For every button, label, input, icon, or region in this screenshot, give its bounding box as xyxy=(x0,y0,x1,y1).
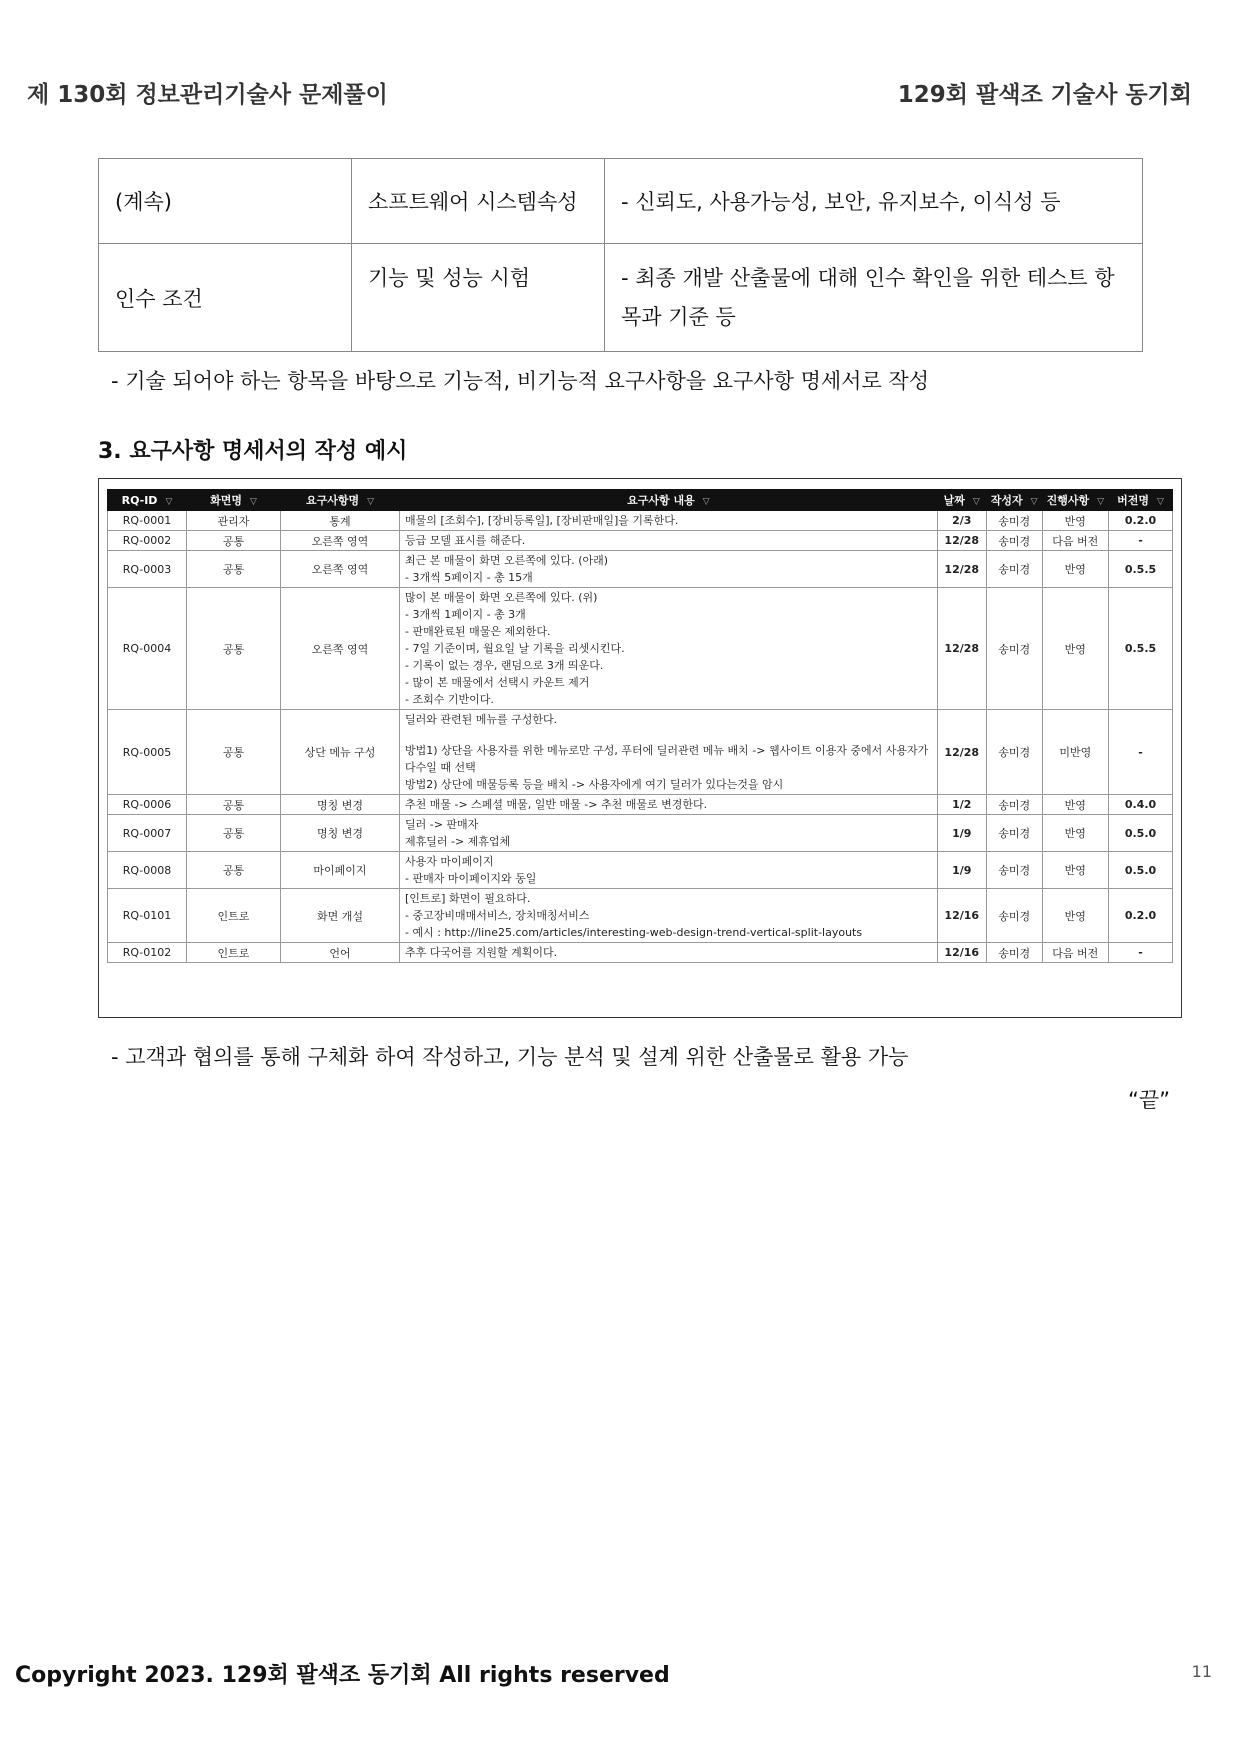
table-cell-id: RQ-0003 xyxy=(108,551,187,588)
table-cell-name: 마이페이지 xyxy=(281,852,400,889)
content-line: - 예시 : http://line25.com/articles/interesting-web-design-trend-vertical-split-layouts xyxy=(405,926,863,939)
content-line: - 7일 기준이며, 월요일 날 기록을 리셋시킨다. xyxy=(405,642,625,655)
filter-icon: ▽ xyxy=(1030,497,1038,507)
table-cell-id: RQ-0001 xyxy=(108,511,187,531)
table-cell-content xyxy=(400,551,938,588)
table-cell-status: 반영 xyxy=(1042,852,1108,889)
content-line: [인트로] 화면이 필요하다. xyxy=(405,892,531,905)
table-cell-version: 0.5.5 xyxy=(1109,551,1173,588)
table-cell-content xyxy=(400,815,938,852)
content-line: 제휴딜러 -> 제휴업체 xyxy=(405,835,511,848)
table-cell-version: 0.2.0 xyxy=(1109,511,1173,531)
table-row xyxy=(108,889,1173,943)
table-cell-version: 0.5.5 xyxy=(1109,588,1173,710)
table-cell-status: 반영 xyxy=(1042,889,1108,943)
table-cell-id: RQ-0101 xyxy=(108,889,187,943)
column-header xyxy=(1109,490,1173,511)
filter-icon: ▽ xyxy=(367,497,375,507)
filter-icon: ▽ xyxy=(702,497,710,507)
content-line: - 기록이 없는 경우, 랜덤으로 3개 띄운다. xyxy=(405,659,604,672)
column-header xyxy=(281,490,400,511)
table-cell-author: 송미경 xyxy=(986,852,1042,889)
table-cell-name: 화면 개설 xyxy=(281,889,400,943)
content-line: 많이 본 매물이 화면 오른쪽에 있다. (위) xyxy=(405,591,598,604)
table-cell-screen: 관리자 xyxy=(187,511,281,531)
table-cell-status: 다음 버전 xyxy=(1042,943,1108,963)
table-cell-screen: 인트로 xyxy=(187,889,281,943)
filter-icon: ▽ xyxy=(249,497,257,507)
table-cell-screen: 공통 xyxy=(187,588,281,710)
table-cell-id: RQ-0005 xyxy=(108,710,187,795)
column-header-label: 화면명 xyxy=(210,494,242,507)
table-cell-status: 반영 xyxy=(1042,815,1108,852)
requirements-table xyxy=(107,489,1173,963)
content-line: 방법1) 상단을 사용자를 위한 메뉴로만 구성, 푸터에 딜러관련 메뉴 배치 -> 웹사이트 이용자 중에서 사용자가 xyxy=(405,744,929,757)
table-row xyxy=(108,531,1173,551)
column-header-label: 버전명 xyxy=(1117,494,1149,507)
table-cell-status: 반영 xyxy=(1042,551,1108,588)
table-cell-id: RQ-0006 xyxy=(108,795,187,815)
content-line: 추후 다국어를 지원할 계획이다. xyxy=(405,946,558,959)
filter-icon: ▽ xyxy=(165,496,173,507)
column-header-label: 요구사항 내용 xyxy=(627,494,695,507)
content-line: - 중고장비매매서비스, 장치매칭서비스 xyxy=(405,909,590,922)
column-header-label: 날짜 xyxy=(943,494,965,507)
table-cell-screen: 공통 xyxy=(187,551,281,588)
column-header xyxy=(108,490,187,511)
table-cell-status: 반영 xyxy=(1042,511,1108,531)
note-text: - 고객과 협의를 통해 구체화 하여 작성하고, 기능 분석 및 설계 위한 산출물로 활용 가능 xyxy=(111,1045,909,1069)
table-cell-content xyxy=(400,852,938,889)
column-header xyxy=(986,490,1042,511)
table-cell-content xyxy=(400,511,938,531)
content-line: 딜러 -> 판매자 xyxy=(405,818,479,831)
requirements-spec-image xyxy=(98,478,1182,1018)
table-cell-author: 송미경 xyxy=(986,943,1042,963)
table-cell-author: 송미경 xyxy=(986,795,1042,815)
table-cell-name: 오른쪽 영역 xyxy=(281,531,400,551)
content-line: - 판매자 마이페이지와 동일 xyxy=(405,872,537,885)
content-line: 사용자 마이페이지 xyxy=(405,855,494,868)
table-cell-name: 통계 xyxy=(281,511,400,531)
table-cell-content xyxy=(400,531,938,551)
table-cell-id: RQ-0008 xyxy=(108,852,187,889)
table-cell-author: 송미경 xyxy=(986,551,1042,588)
table-cell: 소프트웨어 시스템속성 xyxy=(352,159,605,244)
table-cell-date: 1/2 xyxy=(937,795,986,815)
content-line: 매물의 [조회수], [장비등록일], [장비판매일]을 기록한다. xyxy=(405,514,679,527)
table-cell-author: 송미경 xyxy=(986,815,1042,852)
table-cell-name: 오른쪽 영역 xyxy=(281,551,400,588)
table-cell-content xyxy=(400,889,938,943)
content-line: - 많이 본 매물에서 선택시 카운트 제거 xyxy=(405,676,590,689)
table-cell-author: 송미경 xyxy=(986,531,1042,551)
table-row xyxy=(108,852,1173,889)
table-cell-id: RQ-0004 xyxy=(108,588,187,710)
table-cell-content xyxy=(400,588,938,710)
section-title: 3. 요구사항 명세서의 작성 예시 xyxy=(98,439,408,464)
content-line: - 조회수 기반이다. xyxy=(405,693,494,706)
column-header xyxy=(400,490,938,511)
table-cell: - 최종 개발 산출물에 대해 인수 확인을 위한 테스트 항목과 기준 등 xyxy=(605,244,1143,352)
header-title-left: 제 130회 정보관리기술사 문제풀이 xyxy=(27,82,388,108)
table-cell-version: - xyxy=(1109,943,1173,963)
table-cell-status: 반영 xyxy=(1042,795,1108,815)
table-row xyxy=(108,511,1173,531)
content-line: 등급 모델 표시를 해준다. xyxy=(405,534,526,547)
content-line: 최근 본 매물이 화면 오른쪽에 있다. (아래) xyxy=(405,554,609,567)
content-line xyxy=(405,728,932,742)
table-cell-date: 2/3 xyxy=(937,511,986,531)
table-cell-version: - xyxy=(1109,531,1173,551)
table-cell-id: RQ-0002 xyxy=(108,531,187,551)
table-cell-author: 송미경 xyxy=(986,710,1042,795)
table-cell-status: 미반영 xyxy=(1042,710,1108,795)
table-cell: 인수 조건 xyxy=(99,244,352,352)
table-row xyxy=(99,244,1143,352)
table-cell-name: 명칭 변경 xyxy=(281,815,400,852)
column-header xyxy=(187,490,281,511)
table-cell-screen: 공통 xyxy=(187,795,281,815)
table-cell-content xyxy=(400,943,938,963)
content-line: 딜러와 관련된 메뉴를 구성한다. xyxy=(405,713,558,726)
table-cell-author: 송미경 xyxy=(986,889,1042,943)
header-title-right: 129회 팔색조 기술사 동기회 xyxy=(897,82,1192,108)
table-cell-id: RQ-0007 xyxy=(108,815,187,852)
content-line: - 판매완료된 매물은 제외한다. xyxy=(405,625,551,638)
footer-copyright: Copyright 2023. 129회 팔색조 동기회 All rights reserved xyxy=(15,1663,670,1688)
table-cell: (계속) xyxy=(99,159,352,244)
content-line: 다수일 때 선택 xyxy=(405,761,476,774)
filter-icon: ▽ xyxy=(1156,497,1164,507)
acceptance-table xyxy=(98,158,1143,352)
table-cell-version: 0.4.0 xyxy=(1109,795,1173,815)
column-header-label: 요구사항명 xyxy=(305,494,360,507)
table-cell-date: 12/16 xyxy=(937,889,986,943)
table-cell-screen: 공통 xyxy=(187,815,281,852)
table-cell-date: 12/16 xyxy=(937,943,986,963)
table-cell-version: 0.2.0 xyxy=(1109,889,1173,943)
table-cell-screen: 공통 xyxy=(187,852,281,889)
column-header-label: RQ-ID xyxy=(121,493,158,507)
filter-icon: ▽ xyxy=(972,497,980,507)
table-cell-status: 반영 xyxy=(1042,588,1108,710)
end-mark: “끝” xyxy=(1128,1088,1171,1112)
column-header xyxy=(937,490,986,511)
note-text: - 기술 되어야 하는 항목을 바탕으로 기능적, 비기능적 요구사항을 요구사항 명세서로 작성 xyxy=(111,369,929,393)
table-cell: - 신뢰도, 사용가능성, 보안, 유지보수, 이식성 등 xyxy=(605,159,1143,244)
table-row xyxy=(99,159,1143,244)
table-cell-date: 12/28 xyxy=(937,531,986,551)
table-cell-name: 오른쪽 영역 xyxy=(281,588,400,710)
table-cell-date: 12/28 xyxy=(937,551,986,588)
table-cell-version: - xyxy=(1109,710,1173,795)
table-cell-screen: 인트로 xyxy=(187,943,281,963)
table-cell-content xyxy=(400,710,938,795)
table-cell-author: 송미경 xyxy=(986,511,1042,531)
content-line: - 3개씩 5페이지 - 총 15개 xyxy=(405,571,533,584)
table-cell-screen: 공통 xyxy=(187,710,281,795)
column-header-label: 작성자 xyxy=(990,494,1023,507)
content-line: 추천 매물 -> 스페셜 매물, 일반 매물 -> 추천 매물로 변경한다. xyxy=(405,798,708,811)
table-row xyxy=(108,710,1173,795)
column-header-label: 진행사항 xyxy=(1046,494,1090,507)
table-cell-date: 1/9 xyxy=(937,815,986,852)
table-cell-name: 명칭 변경 xyxy=(281,795,400,815)
table-cell-status: 다음 버전 xyxy=(1042,531,1108,551)
table-cell-content xyxy=(400,795,938,815)
table-cell-author: 송미경 xyxy=(986,588,1042,710)
table-row xyxy=(108,795,1173,815)
content-line: - 3개씩 1페이지 - 총 3개 xyxy=(405,608,526,621)
page-number: 11 xyxy=(1191,1662,1212,1681)
table-cell: 기능 및 성능 시험 xyxy=(352,244,605,352)
table-row xyxy=(108,551,1173,588)
table-cell-version: 0.5.0 xyxy=(1109,815,1173,852)
table-cell-name: 언어 xyxy=(281,943,400,963)
filter-icon: ▽ xyxy=(1097,497,1104,507)
table-row xyxy=(108,815,1173,852)
table-cell-date: 12/28 xyxy=(937,588,986,710)
table-header-row xyxy=(108,490,1173,511)
table-cell-screen: 공통 xyxy=(187,531,281,551)
table-cell-id: RQ-0102 xyxy=(108,943,187,963)
table-cell-date: 12/28 xyxy=(937,710,986,795)
table-cell-name: 상단 메뉴 구성 xyxy=(281,710,400,795)
table-cell-version: 0.5.0 xyxy=(1109,852,1173,889)
table-cell-date: 1/9 xyxy=(937,852,986,889)
column-header xyxy=(1042,490,1108,511)
content-line: 방법2) 상단에 매물등록 등을 배치 -> 사용자에게 여기 딜러가 있다는것을 암시 xyxy=(405,778,784,791)
table-row xyxy=(108,943,1173,963)
table-row xyxy=(108,588,1173,710)
